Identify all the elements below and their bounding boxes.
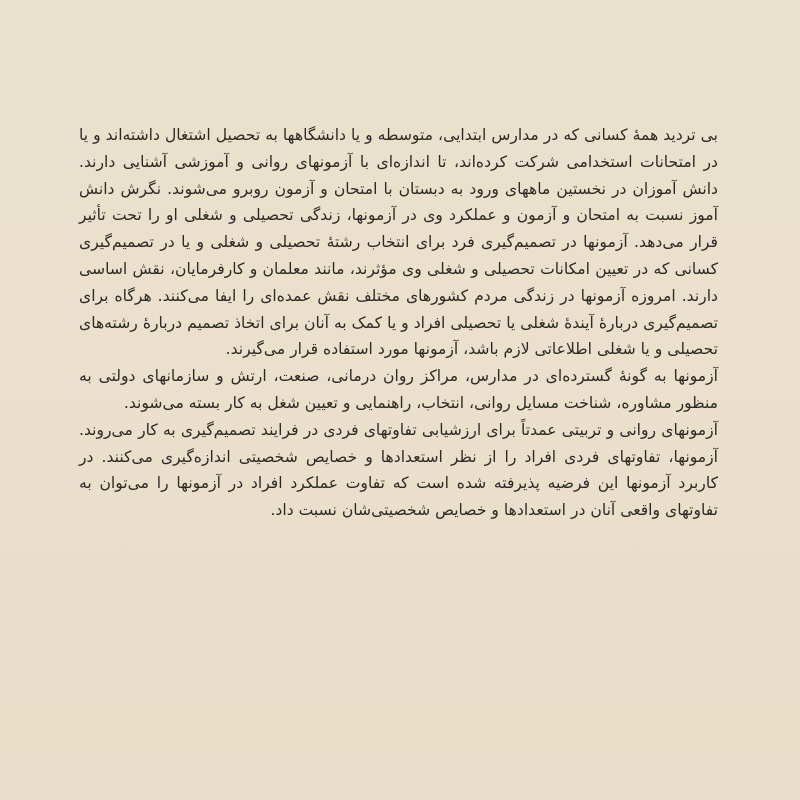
paragraph-2: آزمونها به گونهٔ گسترده‌ای در مدارس، مراکز روان درمانی، صنعت، ارتش و سازمانهای دولتی به منظور مشاوره، شناخت مسایل روانی، انتخاب، راهنمایی و تعیین شغل به کار بسته می‌شوند.	[79, 367, 718, 412]
paragraph-3: آزمونهای روانی و تربیتی عمدتاً برای ارزشیابی تفاوتهای فردی در فرایند تصمیم‌گیری به کار می‌روند. آزمونها، تفاوتهای فردی افراد را از نظر استعدادها و خصایص شخصیتی اندازه‌گیری می‌کنند. در کاربرد آزمونها این فرضیه پذیرفته شده است که تفاوت عملکرد افراد در آزمونها را می‌توان به تفاوتهای واقعی آنان در استعدادها و خصایص شخصیتی‌شان نسبت داد.	[79, 420, 718, 520]
paragraph-1: بی تردید همهٔ کسانی که در مدارس ابتدایی، متوسطه و یا دانشگاهها به تحصیل اشتغال داشته‌اند و یا در امتحانات استخدامی شرکت کرده‌اند، تا اندازه‌ای با آزمونهای روانی و آموزشی آشنایی دارند. دانش آموزان در نخستین ماههای ورود به دبستان با امتحان و آزمون روبرو می‌شوند. نگرش دانش آموز نسبت به امتحان و آزمون و عملکرد وی در آزمونها، زندگی تحصیلی و شغلی او را تحت تأثیر قرار می‌دهد. آزمونها در تصمیم‌گیری فرد برای انتخاب رشتهٔ تحصیلی و شغلی و یا در تصمیم‌گیری کسانی که در تعیین امکانات تحصیلی و شغلی وی مؤثرند، مانند معلمان و کارفرمایان، نقش اساسی دارند. امروزه آزمونها در زندگی مردم کشورهای مختلف نقش عمده‌ای را ایفا می‌کنند. هرگاه برای تصمیم‌گیری دربارهٔ آیندهٔ شغلی یا تحصیلی افراد و یا کمک به آنان برای اتخاذ تصمیم دربارهٔ رشته‌های تحصیلی و یا شغلی اطلاعاتی لازم باشد، آزمونها مورد استفاده قرار می‌گیرند.	[79, 126, 718, 359]
body-text	[79, 122, 718, 524]
